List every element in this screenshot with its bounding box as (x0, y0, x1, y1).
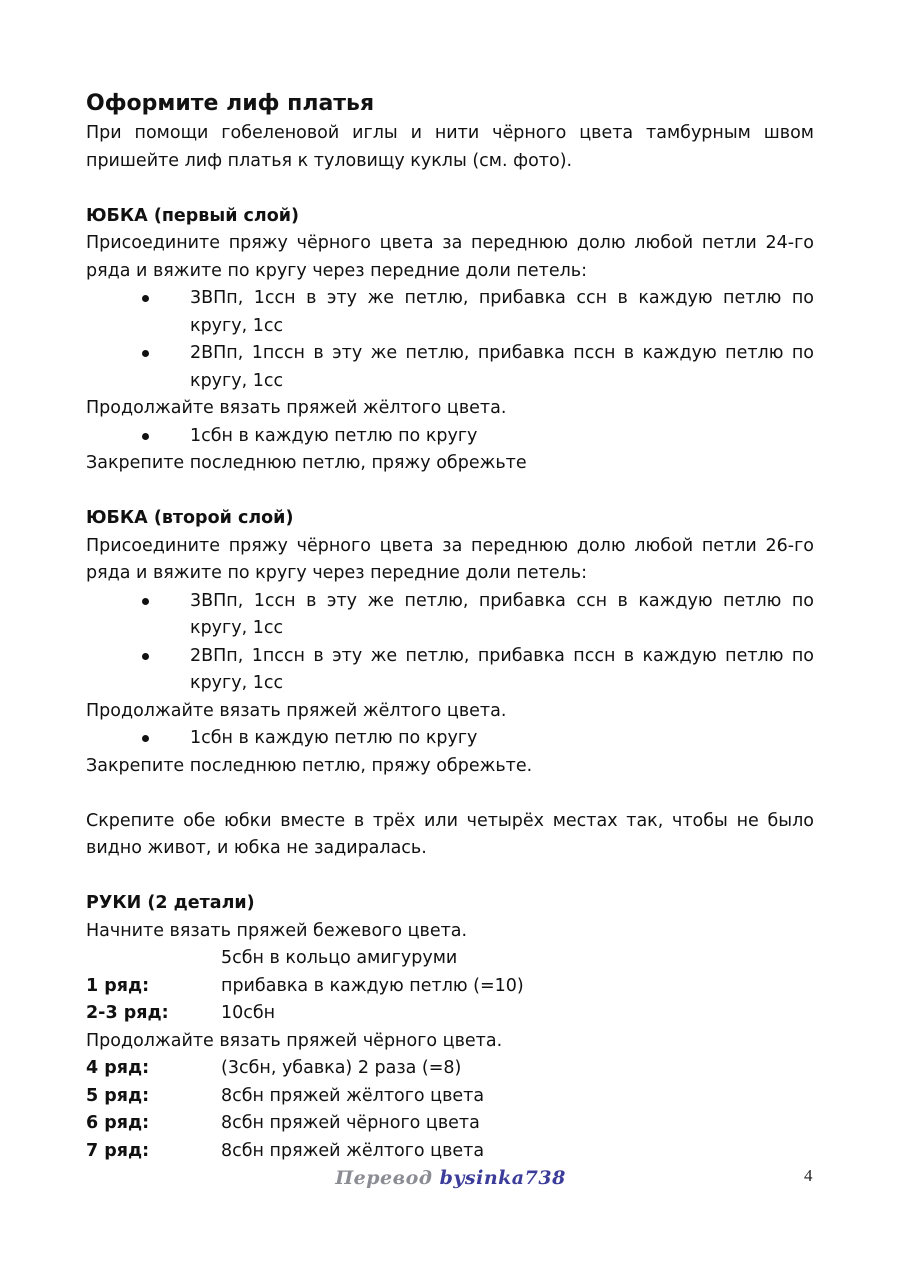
list-item (86, 725, 814, 753)
pattern-row (86, 973, 814, 1001)
bullet-icon (142, 735, 149, 742)
list-item (86, 588, 814, 643)
bullet-icon (142, 598, 149, 605)
pattern-row (86, 1000, 814, 1028)
row-label: 2-3 ряд: (86, 1003, 169, 1023)
spacer (86, 863, 814, 891)
row-label (86, 945, 221, 973)
page-number: 4 (804, 1166, 813, 1185)
bullet-icon (142, 653, 149, 660)
skirt1-end: Закрепите последнюю петлю, пряжу обрежьте (86, 453, 527, 473)
row-text: 8сбн пряжей жёлтого цвета (221, 1085, 485, 1106)
row-text: (3сбн, убавка) 2 раза (=8) (221, 1058, 462, 1078)
skirt2-continue: Продолжайте вязать пряжей жёлтого цвета. (86, 700, 507, 721)
row-label: 6 ряд: (86, 1113, 150, 1133)
section-title-bodice: Оформите лиф платья (86, 91, 375, 116)
spacer (86, 478, 814, 506)
document-page (86, 88, 814, 1165)
skirt1-bullet-list-2 (86, 423, 814, 451)
row-text: прибавка в каждую петлю (=10) (221, 975, 524, 996)
skirt1-title: ЮБКА (первый слой) (86, 205, 300, 226)
skirt2-intro: Присоедините пряжу чёрного цвета за переднюю долю любой петли 26-го ряда и вяжите по кругу через передние доли петель: (86, 535, 814, 583)
bullet-text: 2ВПп, 1пссн в эту же петлю, прибавка пссн в каждую петлю по кругу, 1сс (190, 343, 814, 391)
row-label: 1 ряд: (86, 975, 150, 996)
list-item (86, 285, 814, 340)
pattern-row (86, 1083, 814, 1111)
spacer (86, 175, 814, 203)
pattern-row (86, 945, 814, 973)
row-text: 8сбн пряжей чёрного цвета (221, 1113, 480, 1133)
row-label: 4 ряд: (86, 1058, 150, 1078)
pattern-row (86, 1055, 814, 1083)
bullet-text: 1сбн в каждую петлю по кругу (190, 728, 478, 748)
skirt2-bullet-list-2 (86, 725, 814, 753)
bullet-text: 3ВПп, 1ссн в эту же петлю, прибавка ссн в каждую петлю по кругу, 1сс (190, 590, 814, 638)
list-item (86, 643, 814, 698)
row-text: 8сбн пряжей жёлтого цвета (221, 1140, 485, 1161)
spacer (86, 780, 814, 808)
translator-credit (0, 1167, 901, 1189)
row-text: 10сбн (221, 1003, 276, 1023)
bullet-icon (142, 295, 149, 302)
bodice-text: При помощи гобеленовой иглы и нити чёрного цвета тамбурным швом пришейте лиф платья к туловищу куклы (см. фото). (86, 123, 814, 171)
bullet-text: 2ВПп, 1пссн в эту же петлю, прибавка пссн в каждую петлю по кругу, 1сс (190, 645, 814, 693)
arms-intro: Начните вязать пряжей бежевого цвета. (86, 920, 468, 941)
credit-name: bysinka738 (439, 1167, 566, 1189)
arms-continue: Продолжайте вязать пряжей чёрного цвета. (86, 1030, 503, 1051)
skirt2-bullet-list (86, 588, 814, 698)
pattern-row (86, 1110, 814, 1138)
skirt2-end: Закрепите последнюю петлю, пряжу обрежьте. (86, 755, 533, 776)
bullet-text: 1сбн в каждую петлю по кругу (190, 425, 478, 446)
list-item (86, 423, 814, 451)
list-item (86, 340, 814, 395)
skirt1-bullet-list (86, 285, 814, 395)
row-label: 5 ряд: (86, 1085, 150, 1106)
credit-label: Перевод (335, 1167, 433, 1189)
pattern-row (86, 1138, 814, 1166)
bullet-icon (142, 433, 149, 440)
skirt2-title: ЮБКА (второй слой) (86, 508, 294, 528)
row-label: 7 ряд: (86, 1140, 150, 1161)
row-text: 5сбн в кольцо амигуруми (221, 948, 458, 968)
skirt1-continue: Продолжайте вязать пряжей жёлтого цвета. (86, 398, 507, 418)
join-text: Скрепите обе юбки вместе в трёх или четырёх местах так, чтобы не было видно живот, и юбка не задиралась. (86, 810, 814, 858)
arms-title: РУКИ (2 детали) (86, 893, 255, 913)
bullet-icon (142, 350, 149, 357)
skirt1-intro: Присоедините пряжу чёрного цвета за переднюю долю любой петли 24-го ряда и вяжите по кругу через передние доли петель: (86, 233, 814, 281)
bullet-text: 3ВПп, 1ссн в эту же петлю, прибавка ссн в каждую петлю по кругу, 1сс (190, 288, 814, 336)
